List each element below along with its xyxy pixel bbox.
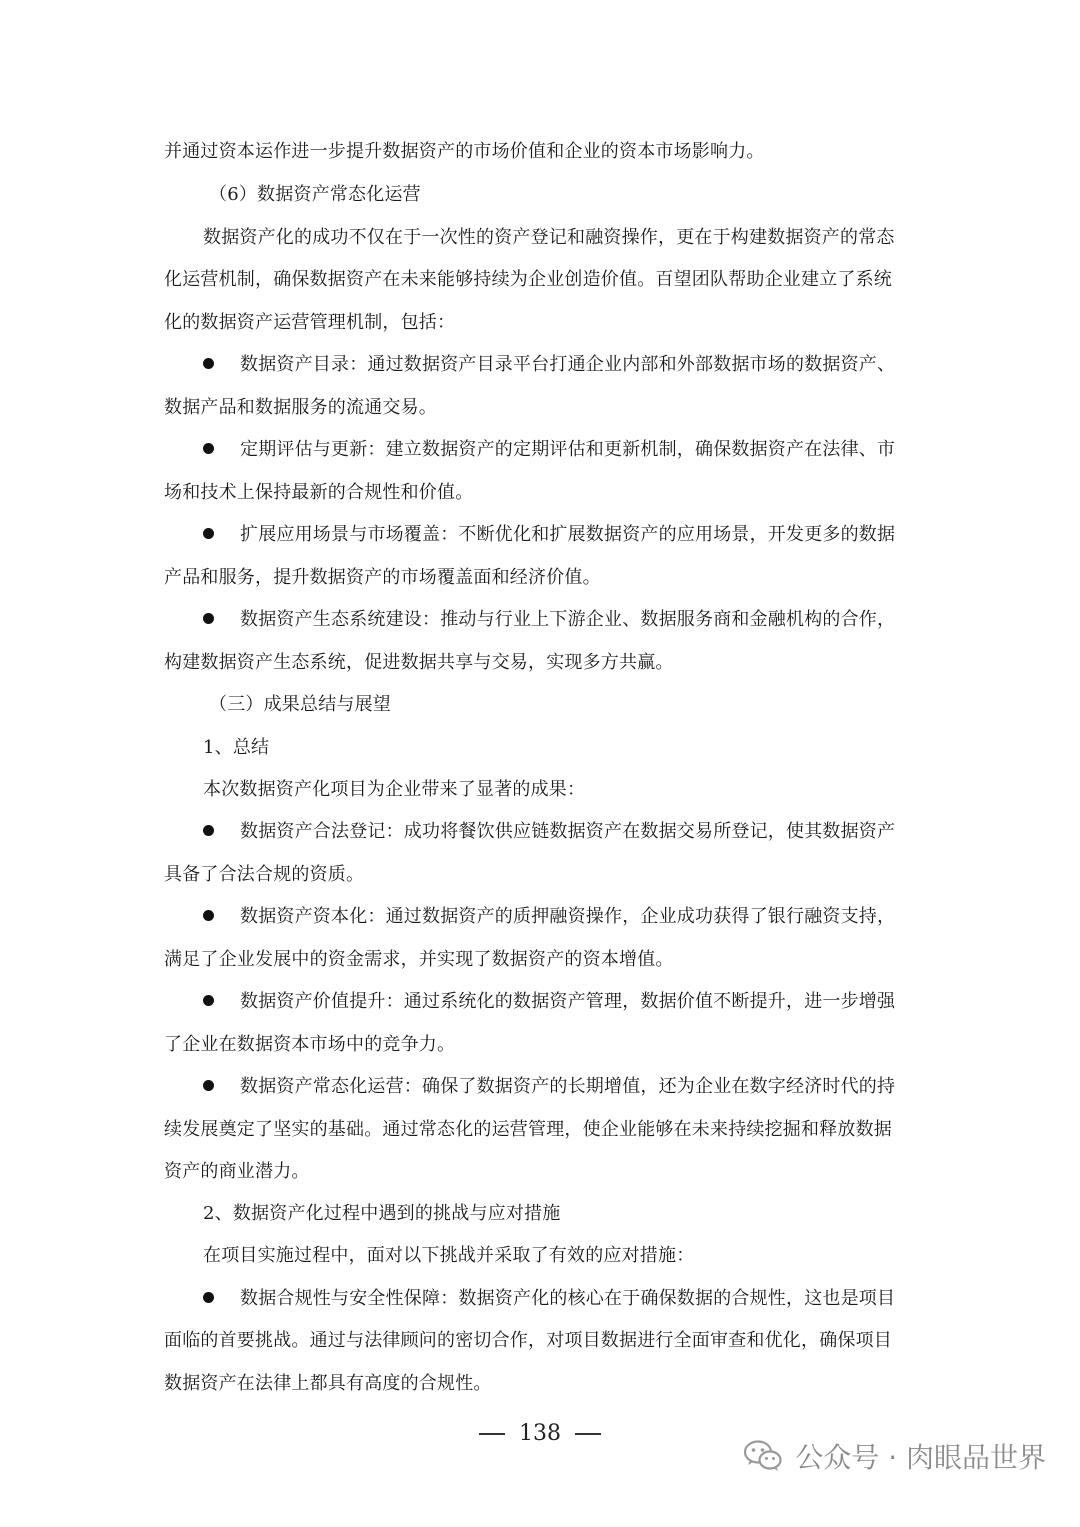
bullet-dot-icon: [203, 358, 214, 369]
wechat-icon: [743, 1439, 783, 1473]
bullet-dot-icon: [203, 825, 214, 836]
bullet-text: 数据资产目录：通过数据资产目录平台打通企业内部和外部数据市场的数据资产、: [240, 354, 896, 375]
paragraph-line: 面临的首要挑战。通过与法律顾问的密切合作，对项目数据进行全面审查和优化，确保项目: [164, 1330, 892, 1351]
bullet-text: 数据资产合法登记：成功将餐饮供应链数据资产在数据交易所登记，使其数据资产: [240, 821, 896, 842]
bullet-text: 数据资产价值提升：通过系统化的数据资产管理，数据价值不断提升，进一步增强: [240, 991, 896, 1012]
bullet-item: [203, 353, 963, 377]
watermark: [743, 1436, 1046, 1476]
bullet-dot-icon: [203, 528, 214, 539]
paragraph-line: 化运营机制，确保数据资产在未来能够持续为企业创造价值。百望团队帮助企业建立了系统: [164, 269, 892, 290]
bullet-item: [203, 905, 963, 929]
subsection-heading: 2、数据资产化过程中遇到的挑战与应对措施: [203, 1203, 561, 1224]
bullet-text: 数据资产生态系统建设：推动与行业上下游企业、数据服务商和金融机构的合作，: [240, 609, 896, 630]
bullet-item: [203, 608, 963, 632]
section-heading: （三）成果总结与展望: [209, 694, 391, 715]
bullet-text: 扩展应用场景与市场覆盖：不断优化和扩展数据资产的应用场景，开发更多的数据: [240, 524, 896, 545]
bullet-text: 数据合规性与安全性保障：数据资产化的核心在于确保数据的合规性，这也是项目: [240, 1288, 896, 1309]
paragraph-line: 本次数据资产化项目为企业带来了显著的成果：: [203, 779, 586, 800]
bullet-item: [203, 1075, 963, 1099]
paragraph-line: 化的数据资产运营管理机制，包括：: [164, 312, 456, 333]
bullet-text: 数据资产资本化：通过数据资产的质押融资操作，企业成功获得了银行融资支持，: [240, 906, 896, 927]
bullet-dot-icon: [203, 1080, 214, 1091]
paragraph-line: 满足了企业发展中的资金需求，并实现了数据资产的资本增值。: [164, 949, 674, 970]
paragraph-line: 了企业在数据资本市场中的竞争力。: [164, 1034, 456, 1055]
bullet-dot-icon: [203, 613, 214, 624]
bullet-dot-icon: [203, 443, 214, 454]
paragraph-line: 数据资产在法律上都具有高度的合规性。: [164, 1373, 492, 1394]
subsection-heading: 1、总结: [203, 737, 270, 758]
paragraph-line: 数据资产化的成功不仅在于一次性的资产登记和融资操作，更在于构建数据资产的常态: [203, 227, 895, 248]
paragraph-line: 续发展奠定了坚实的基础。通过常态化的运营管理，使企业能够在未来持续挖掘和释放数据: [164, 1119, 892, 1140]
watermark-text: 公众号 · 肉眼品世界: [795, 1441, 1046, 1474]
page-number-text: 138: [519, 1421, 561, 1446]
bullet-text: 数据资产常态化运营：确保了数据资产的长期增值，还为企业在数字经济时代的持: [240, 1076, 896, 1097]
paragraph-line: 产品和服务，提升数据资产的市场覆盖面和经济价值。: [164, 567, 601, 588]
bullet-item: [203, 1287, 963, 1311]
paragraph-line: 数据产品和数据服务的流通交易。: [164, 397, 437, 418]
paragraph-line: 资产的商业潜力。: [164, 1161, 310, 1182]
section-heading: （6）数据资产常态化运营: [209, 184, 421, 205]
paragraph-line: 场和技术上保持最新的合规性和价值。: [164, 482, 474, 503]
bullet-item: [203, 438, 963, 462]
bullet-item: [203, 820, 963, 844]
bullet-text: 定期评估与更新：建立数据资产的定期评估和更新机制，确保数据资产在法律、市: [240, 439, 896, 460]
dash-left: [479, 1433, 505, 1435]
bullet-item: [203, 523, 963, 547]
bullet-dot-icon: [203, 910, 214, 921]
paragraph-line: 并通过资本运作进一步提升数据资产的市场价值和企业的资本市场影响力。: [164, 141, 765, 162]
bullet-item: [203, 990, 963, 1014]
paragraph-line: 构建数据资产生态系统，促进数据共享与交易，实现多方共赢。: [164, 652, 674, 673]
bullet-dot-icon: [203, 995, 214, 1006]
bullet-dot-icon: [203, 1292, 214, 1303]
paragraph-line: 在项目实施过程中，面对以下挑战并采取了有效的应对措施：: [203, 1245, 695, 1266]
dash-right: [575, 1433, 601, 1435]
paragraph-line: 具备了合法合规的资质。: [164, 864, 365, 885]
